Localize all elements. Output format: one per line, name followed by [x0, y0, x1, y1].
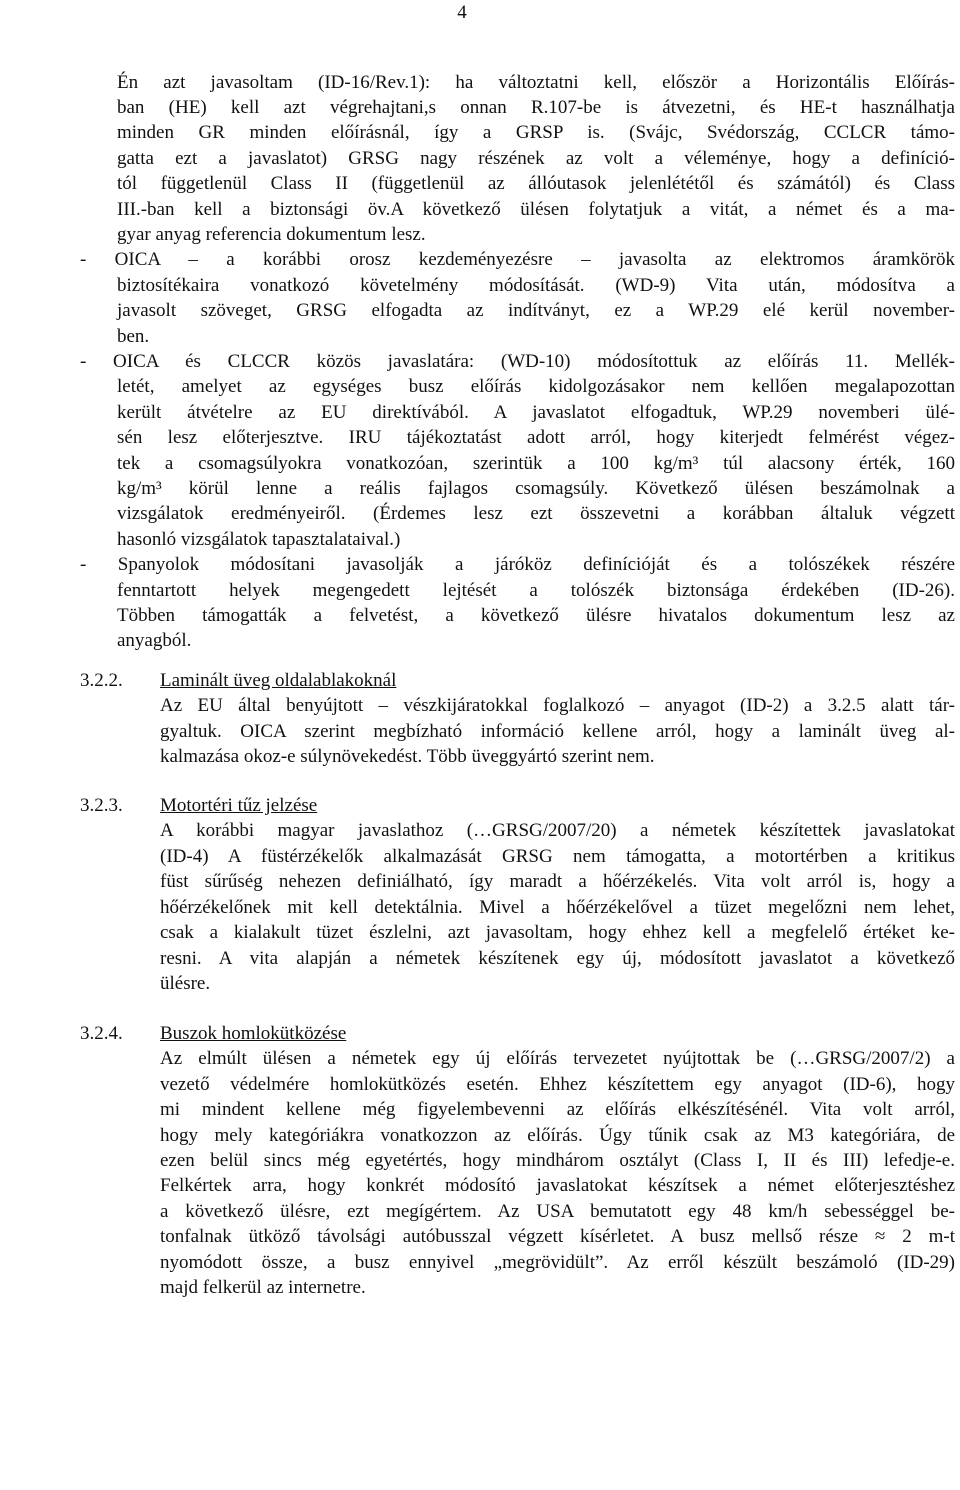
text-line: Többen támogatták a felvetést, a következő ülésre hivatalos dokumentum lesz az: [117, 605, 955, 626]
text-line: letét, amelyet az egységes busz előírás kidolgozásakor nem kellően megalapozottan: [117, 376, 955, 397]
text-line: tek a csomagsúlyokra vonatkozóan, szerintük a 100 kg/m³ túl alacsony érték, 160: [117, 453, 955, 474]
text-line: Én azt javasoltam (ID-16/Rev.1): ha változtatni kell, először a Horizontális Előírás-: [117, 72, 955, 93]
page-number: 4: [457, 2, 467, 23]
text-line: A korábbi magyar javaslathoz (…GRSG/2007/20) a németek készítettek javaslatokat: [160, 820, 955, 841]
text-line: nyomódott össze, a busz ennyivel „megrövidült”. Az erről készült beszámoló (ID-29): [160, 1252, 955, 1273]
text-line: - OICA – a korábbi orosz kezdeményezésre – javasolta az elektromos áramkörök: [80, 249, 955, 270]
text-line: minden GR minden előírásnál, így a GRSP is. (Svájc, Svédország, CCLCR támo-: [117, 122, 955, 143]
text-line: tonfalnak ütköző távolsági autóbusszal végzett kísérletet. A busz mellső része ≈ 2 m-t: [160, 1226, 955, 1247]
text-line: gyaltuk. OICA szerint megbízható információ kellene arról, hogy a laminált üveg al-: [160, 721, 955, 742]
text-line: kg/m³ körül lenne a reális fajlagos csomagsúly. Következő ülésen beszámolnak a: [117, 478, 955, 499]
section-number: 3.2.3.: [80, 795, 123, 816]
text-line: kalmazása okoz-e súlynövekedést. Több üveggyártó szerint nem.: [160, 746, 655, 767]
text-line: ezen belül sincs még egyetértés, hogy mindhárom osztályt (Class I, II és III) lefedje-e.: [160, 1150, 955, 1171]
text-line: mi mindent kellene még figyelembevenni az előírás elkészítésénél. Vita volt arról,: [160, 1099, 955, 1120]
text-line: (ID-4) A füstérzékelők alkalmazását GRSG nem támogatta, a motortérben a kritikus: [160, 846, 955, 867]
text-line: csak a kialakult tüzet észlelni, azt javasoltam, hogy ehhez kell a megfelelő értéket ke-: [160, 922, 955, 943]
text-line: vezető védelmére homlokütközés esetén. Ehhez készítettem egy anyagot (ID-6), hogy: [160, 1074, 955, 1095]
text-line: Az EU által benyújtott – vészkijáratokkal foglalkozó – anyagot (ID-2) a 3.2.5 alatt tár-: [160, 695, 955, 716]
text-line: Felkértek arra, hogy konkrét módosító javaslatokat készítsek a német előterjesztéshez: [160, 1175, 955, 1196]
text-line: vizsgálatok eredményeiről. (Érdemes lesz ezt összevetni a korábban általuk végzett: [117, 503, 955, 524]
text-line: hasonló vizsgálatok tapasztalataival.): [117, 529, 401, 550]
text-line: - Spanyolok módosítani javasolják a járóköz definícióját és a tolószékek részére: [80, 554, 955, 575]
text-line: resni. A vita alapján a németek készítenek egy új, módosított javaslatot a következő: [160, 948, 955, 969]
text-line: füst sűrűség nehezen definiálható, így maradt a hőérzékelés. Vita volt arról is, hogy a: [160, 871, 955, 892]
text-line: a következő ülésre, ezt megígértem. Az USA bemutatott egy 48 km/h sebességgel be-: [160, 1201, 955, 1222]
text-line: ban (HE) kell azt végrehajtani,s onnan R.107-be is átvezetni, és HE-t használhatja: [117, 97, 955, 118]
text-line: gatta ezt a javaslatot) GRSG nagy részének az volt a véleménye, hogy a definíció-: [117, 148, 955, 169]
text-line: került átvételre az EU direktívából. A javaslatot elfogadtuk, WP.29 novemberi ülé-: [117, 402, 955, 423]
section-title: Laminált üveg oldalablakoknál: [160, 670, 397, 691]
text-line: tól függetlenül Class II (függetlenül az állóutasok jelenlététől és számától) és Class: [117, 173, 955, 194]
section-title: Buszok homlokütközése: [160, 1023, 347, 1044]
text-line: biztosítékaira vonatkozó követelmény módosítását. (WD-9) Vita után, módosítva a: [117, 275, 955, 296]
text-line: gyar anyag referencia dokumentum lesz.: [117, 224, 426, 245]
text-line: - OICA és CLCCR közös javaslatára: (WD-10) módosítottuk az előírás 11. Mellék-: [80, 351, 955, 372]
text-line: anyagból.: [117, 630, 192, 651]
section-number: 3.2.2.: [80, 670, 123, 691]
text-line: fenntartott helyek megengedett lejtését a tolószék biztonsága érdekében (ID-26).: [117, 580, 955, 601]
text-line: hőérzékelőnek mit kell detektálnia. Mivel a hőérzékelővel a tüzet megelőzni nem lehet,: [160, 897, 955, 918]
text-line: hogy mely kategóriákra vonatkozzon az előírás. Úgy tűnik csak az M3 kategóriára, de: [160, 1125, 955, 1146]
section-title: Motortéri tűz jelzése: [160, 795, 318, 816]
text-line: ben.: [117, 326, 150, 347]
text-line: javasolt szöveget, GRSG elfogadta az indítványt, ez a WP.29 elé kerül november-: [117, 300, 955, 321]
text-line: Az elmúlt ülésen a németek egy új előírás tervezetet nyújtottak be (…GRSG/2007/2) a: [160, 1048, 955, 1069]
section-number: 3.2.4.: [80, 1023, 123, 1044]
text-line: ülésre.: [160, 973, 211, 994]
text-line: sén lesz előterjesztve. IRU tájékoztatást adott arról, hogy kiterjedt felmérést végez-: [117, 427, 955, 448]
text-line: III.-ban kell a biztonsági öv.A következő ülésen folytatjuk a vitát, a német és a ma-: [117, 199, 955, 220]
text-line: majd felkerül az internetre.: [160, 1277, 366, 1298]
